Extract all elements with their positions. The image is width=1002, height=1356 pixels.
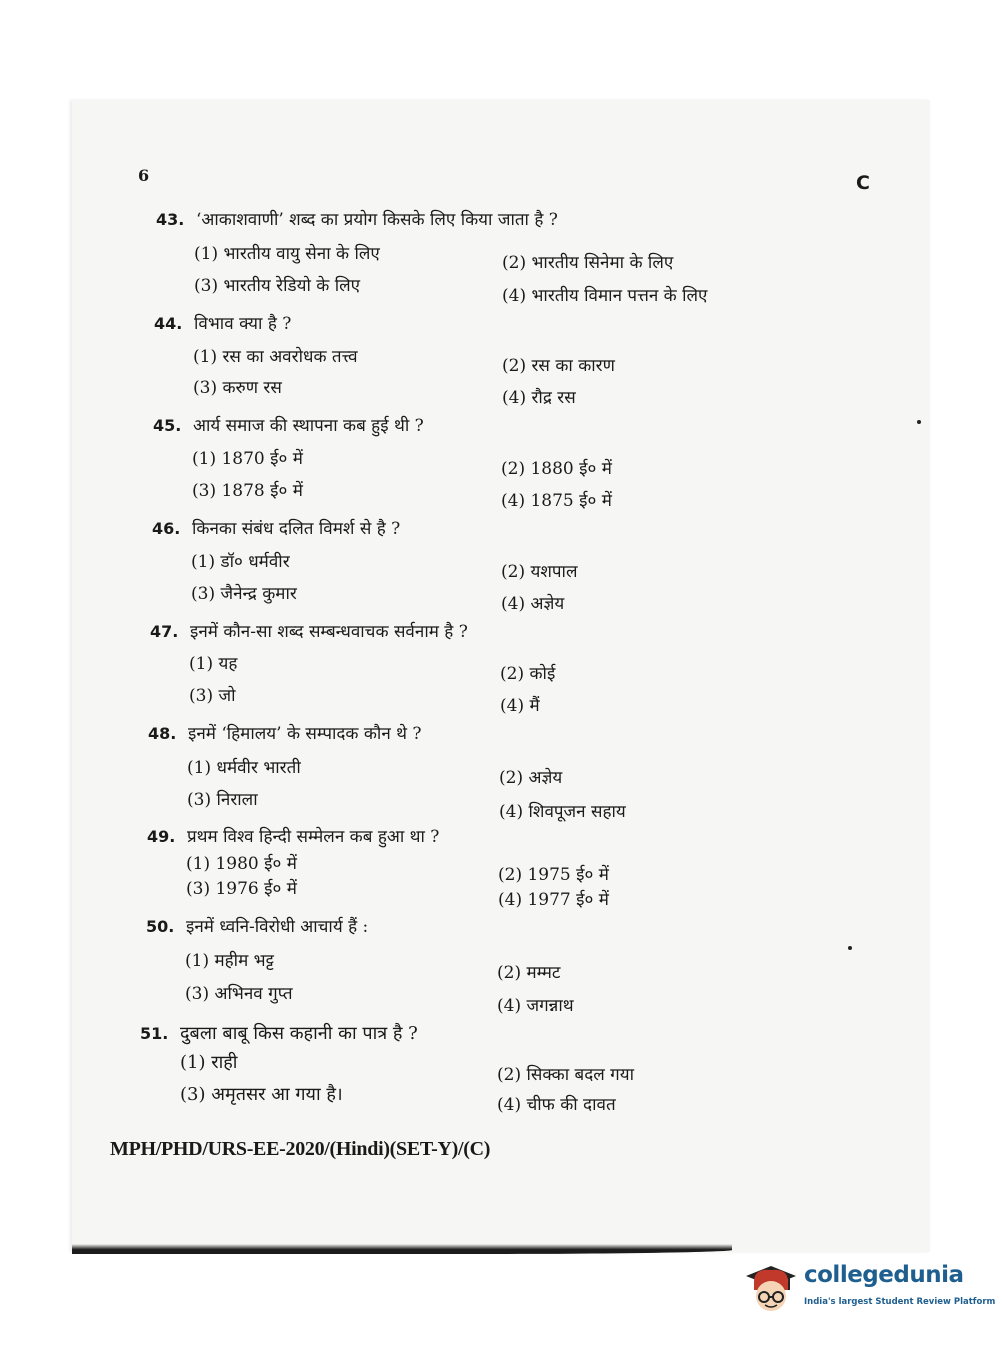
option-4: (4) जगन्नाथ	[497, 996, 574, 1016]
option-2: (2) सिक्का बदल गया	[497, 1065, 635, 1085]
question-text: इनमें ‘हिमालय’ के सम्पादक कौन थे ?	[188, 724, 422, 744]
question-text: दुबला बाबू किस कहानी का पात्र है ?	[180, 1023, 418, 1044]
option-4: (4) भारतीय विमान पत्तन के लिए	[502, 286, 708, 306]
question-text: आर्य समाज की स्थापना कब हुई थी ?	[193, 416, 424, 436]
option-1: (1) 1870 ई० में	[192, 449, 303, 469]
brand-tagline: India's largest Student Review Platform	[804, 1297, 996, 1307]
paper-code: MPH/PHD/URS-EE-2020/(Hindi)(SET-Y)/(C)	[110, 1138, 491, 1160]
question-text: इनमें ध्वनि-विरोधी आचार्य हैं :	[186, 917, 369, 937]
page-number: 6	[138, 166, 150, 185]
collegedunia-logo-icon	[742, 1258, 800, 1316]
question-number: 43.	[156, 210, 185, 229]
question-48	[148, 721, 422, 744]
question-44	[154, 311, 291, 334]
option-1: (1) महीम भट्ट	[185, 951, 274, 971]
option-2: (2) मम्मट	[497, 963, 561, 983]
option-3: (3) जो	[189, 686, 236, 706]
option-1: (1) भारतीय वायु सेना के लिए	[194, 244, 380, 264]
question-43	[156, 207, 558, 230]
question-number: 50.	[146, 917, 175, 936]
option-2: (2) रस का कारण	[502, 356, 615, 376]
option-1: (1) धर्मवीर भारती	[187, 758, 301, 778]
question-46	[152, 516, 400, 539]
set-letter: C	[856, 172, 870, 194]
option-4: (4) मैं	[500, 696, 540, 716]
page-shadow-edge	[72, 1244, 732, 1254]
option-1: (1) 1980 ई० में	[186, 854, 297, 874]
option-2: (2) 1880 ई० में	[501, 459, 612, 479]
option-1: (1) डॉ० धर्मवीर	[191, 552, 290, 572]
question-number: 48.	[148, 724, 177, 743]
ink-speck	[848, 946, 852, 950]
option-3: (3) अभिनव गुप्त	[185, 984, 293, 1004]
option-2: (2) कोई	[500, 664, 556, 684]
option-3: (3) निराला	[187, 790, 258, 810]
question-47	[150, 619, 468, 642]
option-4: (4) शिवपूजन सहाय	[499, 802, 626, 822]
option-3: (3) जैनेन्द्र कुमार	[191, 584, 297, 604]
option-2: (2) 1975 ई० में	[498, 865, 609, 885]
question-45	[153, 413, 424, 436]
option-2: (2) भारतीय सिनेमा के लिए	[502, 253, 674, 273]
question-49	[147, 824, 439, 847]
option-1: (1) राही	[180, 1052, 238, 1073]
question-number: 47.	[150, 622, 179, 641]
question-text: ‘आकाशवाणी’ शब्द का प्रयोग किसके लिए किया जाता है ?	[196, 210, 558, 230]
option-3: (3) भारतीय रेडियो के लिए	[194, 276, 361, 296]
question-number: 46.	[152, 519, 181, 538]
option-1: (1) रस का अवरोधक तत्त्व	[193, 347, 358, 367]
question-51	[140, 1021, 418, 1045]
option-4: (4) चीफ की दावत	[497, 1095, 616, 1115]
option-4: (4) अज्ञेय	[501, 594, 565, 614]
question-50	[146, 914, 368, 937]
question-text: किनका संबंध दलित विमर्श से है ?	[192, 519, 401, 539]
option-4: (4) 1977 ई० में	[498, 890, 609, 910]
question-number: 44.	[154, 314, 183, 333]
option-2: (2) अज्ञेय	[499, 768, 563, 788]
ink-speck	[917, 420, 921, 424]
option-4: (4) 1875 ई० में	[501, 491, 612, 511]
question-number: 49.	[147, 827, 176, 846]
option-3: (3) 1976 ई० में	[186, 879, 297, 899]
brand-name: collegedunia	[804, 1262, 964, 1288]
option-3: (3) 1878 ई० में	[192, 481, 303, 501]
option-2: (2) यशपाल	[501, 562, 578, 582]
question-number: 45.	[153, 416, 182, 435]
option-3: (3) अमृतसर आ गया है।	[180, 1084, 343, 1105]
question-number: 51.	[140, 1024, 169, 1043]
option-1: (1) यह	[189, 654, 238, 674]
option-3: (3) करुण रस	[193, 378, 282, 398]
question-text: प्रथम विश्व हिन्दी सम्मेलन कब हुआ था ?	[187, 827, 440, 847]
question-text: इनमें कौन-सा शब्द सम्बन्धवाचक सर्वनाम है ?	[190, 622, 468, 642]
collegedunia-watermark	[742, 1254, 996, 1324]
option-4: (4) रौद्र रस	[502, 388, 576, 408]
question-text: विभाव क्या है ?	[194, 314, 292, 334]
